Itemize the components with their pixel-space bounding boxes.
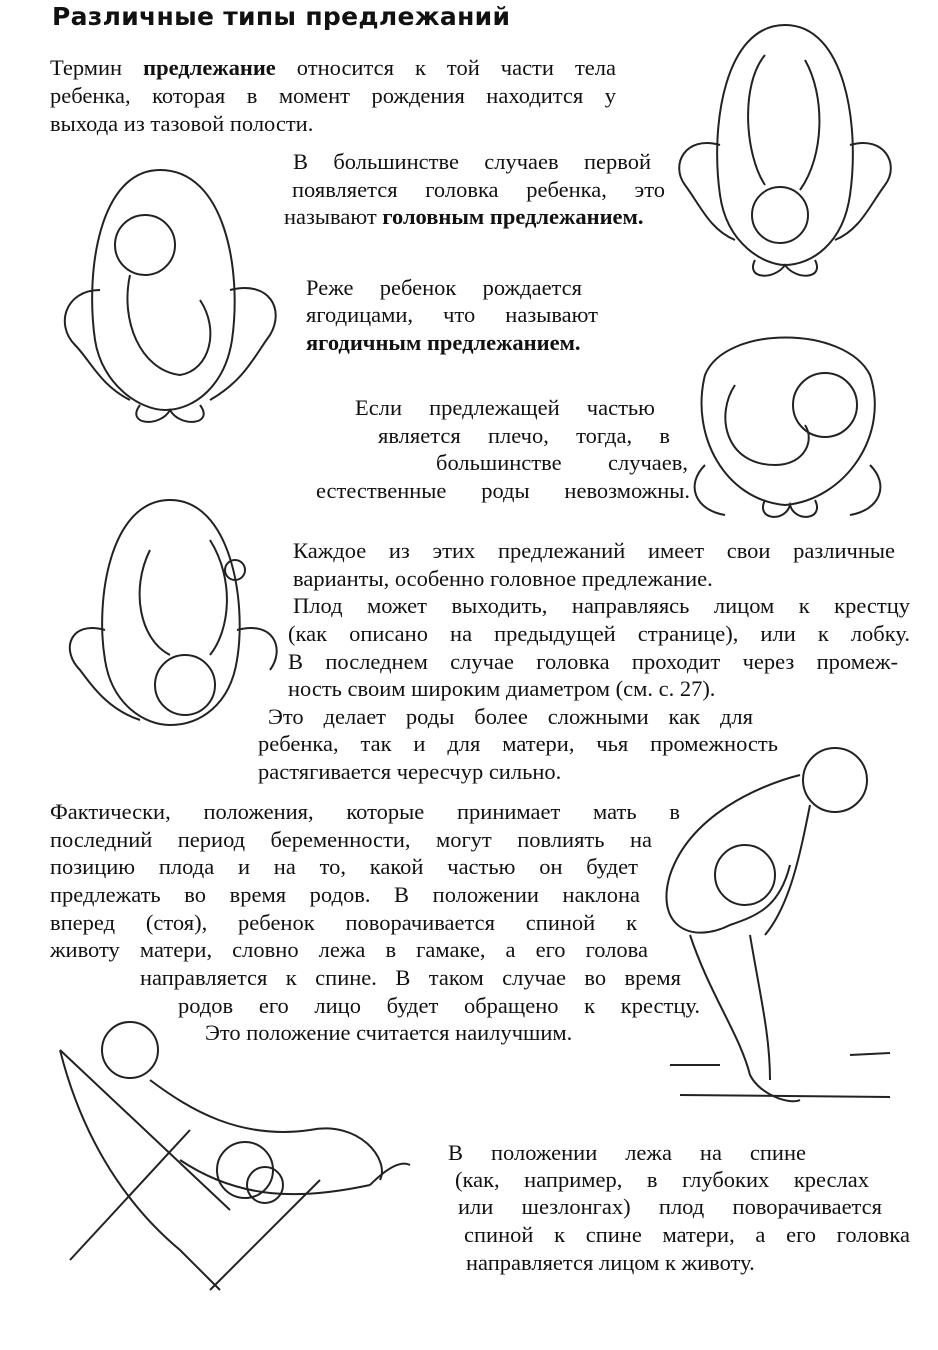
supine-line: спиной к спине матери, а его головка bbox=[464, 1222, 910, 1247]
variants-line: Это делает роды более сложными как для bbox=[268, 704, 753, 729]
supine-line: направляется лицом к животу. bbox=[466, 1250, 755, 1275]
supine-line: (как, например, в глубоких креслах bbox=[455, 1167, 869, 1192]
shoulder-line: естественные роды невозможны. bbox=[316, 478, 690, 503]
posture-line: предлежать во время родов. В положении наклона bbox=[50, 882, 640, 907]
shoulder-line: Если предлежащей частью bbox=[355, 395, 655, 420]
breech-line bbox=[306, 329, 581, 357]
intro-line bbox=[50, 54, 616, 82]
posture-line: позицию плода и на то, какой частью он будет bbox=[50, 854, 638, 879]
term-bold: ягодичным предлежанием. bbox=[306, 330, 581, 355]
breech-line: Реже ребенок рождается bbox=[306, 275, 582, 300]
reclining-mother-deckchair-illustration bbox=[40, 1010, 440, 1300]
posture-line: Фактически, положения, которые принимает мать в bbox=[50, 799, 680, 824]
breech-presentation-illustration bbox=[60, 160, 300, 430]
term-bold: головным предлежанием. bbox=[382, 204, 644, 229]
cephalic-line: В большинстве случаев первой bbox=[293, 149, 651, 174]
posture-line: последний период беременности, могут повлиять на bbox=[50, 827, 652, 852]
text: относится к той части тела bbox=[275, 55, 616, 80]
variants-line: В последнем случае головка проходит через промеж- bbox=[288, 649, 898, 674]
standing-leaning-mother-illustration bbox=[650, 735, 900, 1115]
posture-line: родов его лицо будет обращено к крестцу. bbox=[178, 993, 700, 1018]
supine-line: или шезлонгах) плод поворачивается bbox=[458, 1194, 882, 1219]
posture-line: животу матери, словно лежа в гамаке, а его голова bbox=[50, 937, 648, 962]
text: Термин bbox=[50, 55, 144, 80]
cephalic-line: появляется головка ребенка, это bbox=[292, 177, 665, 202]
supine-line: В положении лежа на спине bbox=[448, 1140, 806, 1165]
term-bold: предлежание bbox=[143, 55, 276, 80]
face-presentation-illustration bbox=[60, 490, 290, 740]
variants-line: растягивается чересчур сильно. bbox=[258, 759, 562, 784]
variants-line: Плод может выходить, направляясь лицом к крестцу bbox=[293, 593, 910, 618]
variants-line: (как описано на предыдущей странице), или к лобку. bbox=[288, 621, 910, 646]
posture-line: направляется к спине. В таком случае во время bbox=[140, 965, 681, 990]
shoulder-line: является плечо, тогда, в bbox=[378, 423, 670, 448]
breech-line: ягодицами, что называют bbox=[306, 302, 598, 327]
variants-line: варианты, особенно головное предлежание. bbox=[293, 566, 713, 591]
shoulder-line: большинстве случаев, bbox=[436, 450, 688, 475]
text: называют bbox=[284, 204, 383, 229]
variants-line: Каждое из этих предлежаний имеет свои различные bbox=[293, 538, 895, 563]
cephalic-presentation-illustration bbox=[665, 15, 905, 285]
page-title: Различные типы предлежаний bbox=[52, 2, 511, 31]
variants-line: ность своим широким диаметром (см. с. 27). bbox=[288, 676, 716, 701]
variants-line: ребенка, так и для матери, чья промежность bbox=[258, 731, 778, 756]
posture-line: Это положение считается наилучшим. bbox=[205, 1020, 573, 1045]
cephalic-line bbox=[284, 203, 643, 231]
intro-line: ребенка, которая в момент рождения находится у bbox=[50, 83, 616, 108]
shoulder-presentation-illustration bbox=[665, 315, 905, 525]
intro-line: выхода из тазовой полости. bbox=[50, 111, 314, 136]
posture-line: вперед (стоя), ребенок поворачивается спиной к bbox=[50, 910, 637, 935]
